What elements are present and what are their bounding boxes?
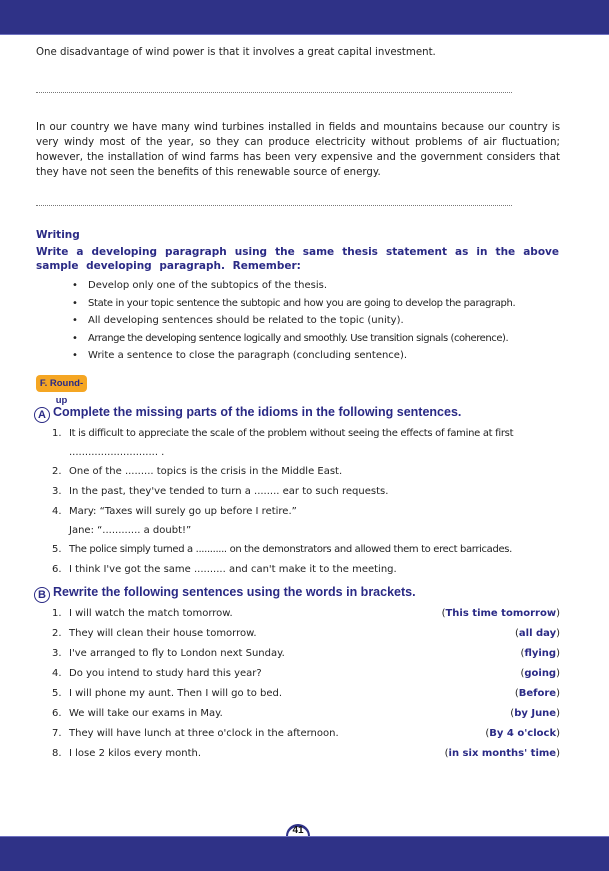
list-item: 6. We will take our exams in May. (by June) <box>52 704 560 724</box>
bracket-hint: (by June) <box>510 708 560 719</box>
section-a-heading: A Complete the missing parts of the idioms in the following sentences. <box>34 405 461 423</box>
bullet-item: • Write a sentence to close the paragraph (concluding sentence). <box>70 347 560 365</box>
writing-bullet-list <box>70 277 560 365</box>
bullet-icon: • <box>72 332 78 344</box>
section-b-list <box>52 604 560 764</box>
list-item: 4. Mary: “Taxes will surely go up before I retire.” Jane: “............ a doubt!” <box>52 506 297 536</box>
bullet-item: • Develop only one of the subtopics of the thesis. <box>70 277 560 295</box>
bracket-hint: (flying) <box>520 648 560 659</box>
list-item: 1. It is difficult to appreciate the scale of the problem without seeing the effects of famine at first ............................ . <box>52 428 514 458</box>
bracket-hint: (in six months' time) <box>444 748 560 759</box>
section-a-list <box>52 424 560 580</box>
writing-instruction: Write a developing paragraph using the same thesis statement as in the above sample developing paragraph. Remember: <box>36 246 559 272</box>
list-item: 3. In the past, they've tended to turn a ........ ear to such requests. <box>52 486 389 497</box>
circled-letter-icon: A <box>34 407 50 423</box>
bullet-item: • Arrange the developing sentence logically and smoothly. Use transition signals (coherence). <box>70 330 560 348</box>
list-item: 1. I will watch the match tomorrow. (This time tomorrow) <box>52 604 560 624</box>
roundup-badge: F. Round-up <box>36 375 87 392</box>
list-item: 4. Do you intend to study hard this year? (going) <box>52 664 560 684</box>
bracket-hint: (all day) <box>514 628 560 639</box>
bracket-hint: (This time tomorrow) <box>441 608 560 619</box>
list-item: 7. They will have lunch at three o'clock in the afternoon. (By 4 o'clock) <box>52 724 560 744</box>
list-item: 5. The police simply turned a ........... on the demonstrators and allowed them to erect barricades. <box>52 544 512 555</box>
writing-title: Writing <box>36 229 80 241</box>
list-item: 3. I've arranged to fly to London next Sunday. (flying) <box>52 644 560 664</box>
section-b-heading: B Rewrite the following sentences using the words in brackets. <box>34 585 416 603</box>
list-item: 6. I think I've got the same .......... and can't make it to the meeting. <box>52 564 397 575</box>
list-item: 2. One of the ......... topics is the crisis in the Middle East. <box>52 466 343 477</box>
bracket-hint: (Before) <box>514 688 560 699</box>
circled-letter-icon: B <box>34 587 50 603</box>
bracket-hint: (going) <box>520 668 560 679</box>
bullet-icon: • <box>72 297 78 309</box>
bullet-item: • State in your topic sentence the subtopic and how you are going to develop the paragraph. <box>70 295 560 313</box>
list-item: 5. I will phone my aunt. Then I will go to bed. (Before) <box>52 684 560 704</box>
footer-bar <box>0 836 609 871</box>
answer-line <box>36 204 512 206</box>
bullet-icon: • <box>72 350 78 361</box>
list-item: 2. They will clean their house tomorrow. (all day) <box>52 624 560 644</box>
paragraph-disadvantage: One disadvantage of wind power is that it involves a great capital investment. <box>36 47 436 58</box>
list-item: 8. I lose 2 kilos every month. (in six months' time) <box>52 744 560 764</box>
page-number: 41 <box>284 816 312 838</box>
answer-line <box>36 91 512 93</box>
bracket-hint: (By 4 o'clock) <box>485 728 560 739</box>
paragraph-wind-turbines: In our country we have many wind turbines installed in fields and mountains because our country is very windy most of the year, so they can produce electricity without problems of air fluctuation; however, the installation of wind farms has been very expensive and the government considers that they have not seen the benefits of this renewable source of energy. <box>36 122 560 178</box>
header-bar <box>0 0 609 35</box>
bullet-icon: • <box>72 280 78 291</box>
bullet-icon: • <box>72 315 78 326</box>
bullet-item: • All developing sentences should be related to the topic (unity). <box>70 312 560 330</box>
